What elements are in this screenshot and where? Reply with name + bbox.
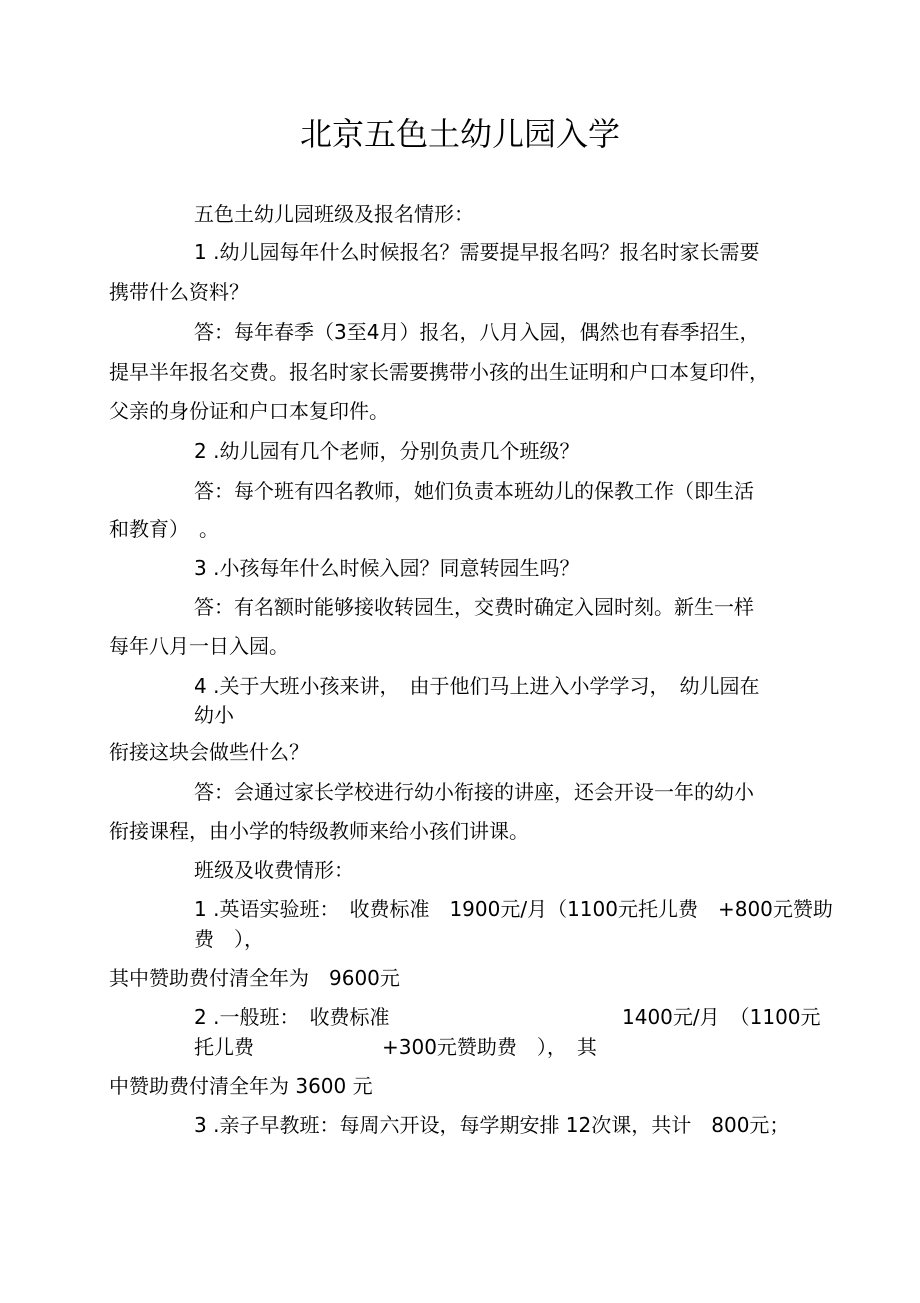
question-3: 3 .小孩每年什么时候入园？同意转园生吗？	[194, 556, 580, 580]
question-1-line-1: 1 .幼儿园每年什么时候报名？需要提早报名吗？报名时家长需要	[194, 240, 760, 264]
question-2: 2 .幼儿园有几个老师，分别负责几个班级？	[194, 439, 580, 463]
section-heading-enrollment: 五色土幼儿园班级及报名情形：	[194, 202, 474, 226]
answer-2-line-1: 答：每个班有四名教师，她们负责本班幼儿的保教工作（即生活	[194, 479, 754, 503]
answer-1-line-2: 提早半年报名交费。报名时家长需要携带小孩的出生证明和户口本复印件，	[109, 360, 769, 384]
question-1-line-2: 携带什么资料？	[109, 280, 249, 304]
fee-english-line-1: 1 .英语实验班： 收费标准 1900元/月（1100元托儿费 +800元赞助	[194, 897, 833, 921]
section-heading-fees: 班级及收费情形：	[194, 858, 354, 882]
fee-general-amount: 1400元/月 （1100元	[622, 1005, 821, 1029]
answer-4-line-2: 衔接课程，由小学的特级教师来给小孩们讲课。	[109, 819, 529, 843]
question-4-line-2: 幼小	[194, 703, 234, 727]
answer-4-line-1: 答：会通过家长学校进行幼小衔接的讲座，还会开设一年的幼小	[194, 780, 754, 804]
fee-general-sponsor: +300元赞助费 ）， 其	[382, 1035, 597, 1059]
answer-1-line-3: 父亲的身份证和户口本复印件。	[109, 399, 389, 423]
fee-general-line-1: 2 .一般班： 收费标准	[194, 1005, 390, 1029]
fee-parent-child-line-1: 3 .亲子早教班：每周六开设，每学期安排 12次课，共计 800元；	[194, 1113, 790, 1137]
question-4-line-1: 4 .关于大班小孩来讲， 由于他们马上进入小学学习， 幼儿园在	[194, 674, 760, 698]
fee-general-line-2: 托儿费	[194, 1035, 254, 1059]
fee-english-line-3: 其中赞助费付清全年为 9600元	[109, 966, 400, 990]
answer-3-line-2: 每年八月一日入园。	[109, 634, 289, 658]
document-title: 北京五色土幼儿园入学	[299, 115, 620, 153]
answer-2-line-2: 和教育） 。	[109, 517, 219, 541]
question-4-line-3: 衔接这块会做些什么？	[109, 740, 309, 764]
fee-general-line-3: 中赞助费付清全年为 3600 元	[109, 1074, 373, 1098]
answer-1-line-1: 答：每年春季（3至4月）报名，八月入园，偶然也有春季招生，	[194, 320, 760, 344]
fee-english-line-2: 费 ），	[194, 927, 264, 951]
answer-3-line-1: 答：有名额时能够接收转园生，交费时确定入园时刻。新生一样	[194, 595, 754, 619]
